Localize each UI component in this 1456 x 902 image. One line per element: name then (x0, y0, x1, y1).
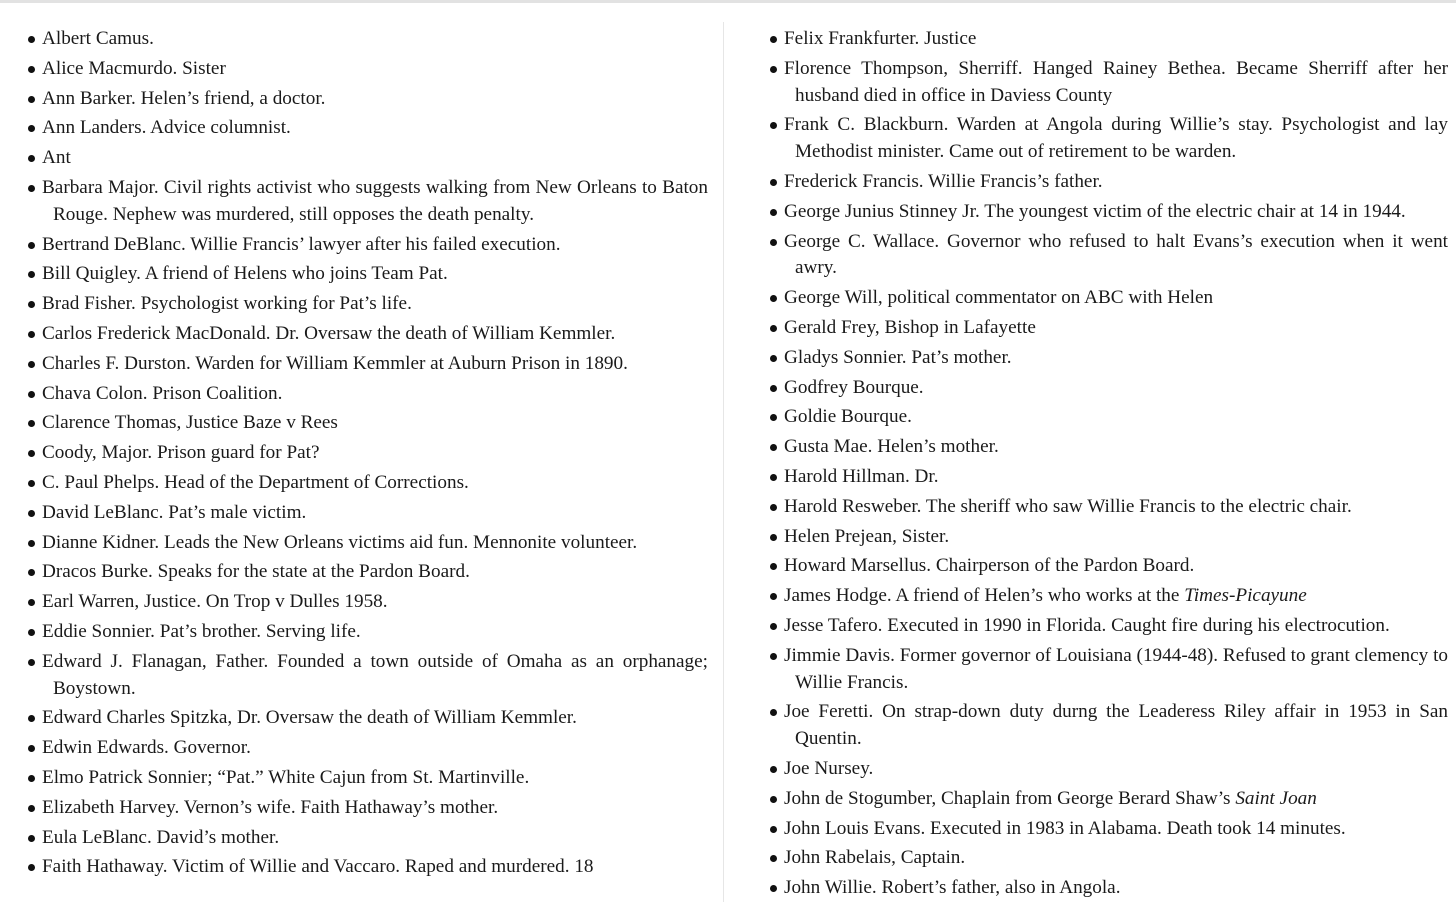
bullet-icon (28, 864, 35, 871)
list-item (28, 232, 708, 259)
list-item-text: Brad Fisher. Psychologist working for Pat’s life. (42, 293, 412, 315)
list-item (28, 175, 708, 229)
bullet-icon (770, 504, 777, 511)
list-item-text: Earl Warren, Justice. On Trop v Dulles 1958. (42, 591, 388, 613)
list-item-text: Felix Frankfurter. Justice (784, 28, 977, 49)
list-item-text: Joe Feretti. On strap-down duty durng the Leaderess Riley affair in 1953 in San Quentin. (784, 701, 1448, 750)
list-item (770, 434, 1448, 461)
bullet-icon (770, 385, 777, 392)
list-item-text (784, 786, 1448, 813)
list-item-text: Coody, Major. Prison guard for Pat? (42, 442, 320, 464)
list-item-text-main: James Hodge. A friend of Helen’s who works at the (784, 585, 1185, 607)
list-item-text: Elizabeth Harvey. Vernon’s wife. Faith Hathaway’s mother. (42, 796, 499, 818)
bullet-icon (28, 420, 35, 427)
list-item-text: John Louis Evans. Executed in 1983 in Alabama. Death took 14 minutes. (784, 817, 1346, 839)
bullet-icon (770, 36, 777, 43)
list-item-text: C. Paul Phelps. Head of the Department of Corrections. (42, 471, 469, 493)
list-item (28, 649, 708, 703)
bullet-icon (28, 629, 35, 636)
list-item-text: Edward J. Flanagan, Father. Founded a town outside of Omaha as an orphanage; Boystown. (42, 650, 708, 699)
list-item (28, 470, 708, 497)
list-item-text: Carlos Frederick MacDonald. Dr. Oversaw the death of William Kemmler. (42, 322, 616, 344)
list-item-text: Albert Camus. (42, 28, 154, 49)
bullet-icon (28, 125, 35, 132)
list-item (770, 524, 1448, 551)
list-item-text: Charles F. Durston. Warden for William Kemmler at Auburn Prison in 1890. (42, 352, 628, 374)
bullet-icon (770, 414, 777, 421)
bullet-icon (770, 709, 777, 716)
list-item-text: Gusta Mae. Helen’s mother. (784, 436, 999, 458)
list-item-text: Dianne Kidner. Leads the New Orleans victims aid fun. Mennonite volunteer. (42, 531, 638, 553)
list-item (28, 145, 708, 172)
bullet-icon (770, 623, 777, 630)
bullet-icon (28, 540, 35, 547)
list-item (770, 816, 1448, 843)
list-item-text: Eula LeBlanc. David’s mother. (42, 826, 280, 848)
bullet-icon (770, 826, 777, 833)
play-title: Saint Joan (1235, 787, 1317, 809)
list-item-text: Jesse Tafero. Executed in 1990 in Florida. Caught fire during his electrocution. (784, 614, 1390, 636)
list-item-text: Harold Hillman. Dr. (784, 465, 939, 487)
list-item-text: Ann Landers. Advice columnist. (42, 117, 291, 139)
list-item (770, 375, 1448, 402)
left-column-list (28, 26, 708, 884)
list-item (28, 795, 708, 822)
bullet-icon (770, 593, 777, 600)
bullet-icon (28, 185, 35, 192)
list-item-text: Bertrand DeBlanc. Willie Francis’ lawyer after his failed execution. (42, 233, 561, 255)
list-item (28, 56, 708, 83)
list-item (28, 619, 708, 646)
bullet-icon (28, 242, 35, 249)
list-item-text: Harold Resweber. The sheriff who saw Willie Francis to the electric chair. (784, 495, 1352, 517)
top-rule (0, 0, 1456, 3)
list-item (28, 410, 708, 437)
list-item (770, 26, 1448, 53)
bullet-icon (770, 796, 777, 803)
list-item (28, 765, 708, 792)
bullet-icon (28, 775, 35, 782)
bullet-icon (770, 444, 777, 451)
list-item (770, 643, 1448, 697)
list-item (28, 705, 708, 732)
list-item-text: Gerald Frey, Bishop in Lafayette (784, 316, 1036, 338)
list-item-text: Alice Macmurdo. Sister (42, 57, 226, 79)
list-item (28, 115, 708, 142)
bullet-icon (28, 569, 35, 576)
bullet-icon (28, 155, 35, 162)
list-item (28, 351, 708, 378)
list-item-text: John Willie. Robert’s father, also in Angola. (784, 877, 1121, 899)
list-item (770, 169, 1448, 196)
list-item (770, 875, 1448, 902)
bullet-icon (28, 599, 35, 606)
list-item (28, 26, 708, 53)
list-item-text: George C. Wallace. Governor who refused to halt Evans’s execution when it went awry. (784, 230, 1448, 279)
list-item (770, 613, 1448, 640)
list-item (28, 854, 708, 881)
bullet-icon (28, 331, 35, 338)
bullet-icon (28, 715, 35, 722)
bullet-icon (770, 179, 777, 186)
list-item-text: Helen Prejean, Sister. (784, 525, 950, 547)
bullet-icon (770, 66, 777, 73)
list-item-text: Joe Nursey. (784, 757, 874, 779)
list-item-text: Barbara Major. Civil rights activist who suggests walking from New Orleans to Baton Rouge. Nephew was murdered, still opposes the death penalty. (42, 176, 708, 225)
bullet-icon (770, 885, 777, 892)
list-item-text: Dracos Burke. Speaks for the state at the Pardon Board. (42, 561, 470, 583)
list-item (28, 291, 708, 318)
list-item-text: Clarence Thomas, Justice Baze v Rees (42, 412, 338, 434)
list-item (28, 530, 708, 557)
list-item-text: Goldie Bourque. (784, 406, 912, 428)
list-item-text: Godfrey Bourque. (784, 376, 924, 398)
newspaper-title: Times-Picayune (1184, 585, 1307, 607)
bullet-icon (770, 295, 777, 302)
bullet-icon (770, 474, 777, 481)
list-item (770, 464, 1448, 491)
list-item (28, 321, 708, 348)
list-item (28, 735, 708, 762)
list-item-text: Gladys Sonnier. Pat’s mother. (784, 346, 1012, 368)
list-item (28, 381, 708, 408)
list-item (28, 261, 708, 288)
bullet-icon (770, 325, 777, 332)
list-item-text: Elmo Patrick Sonnier; “Pat.” White Cajun from St. Martinville. (42, 766, 530, 788)
list-item (770, 345, 1448, 372)
bullet-icon (770, 209, 777, 216)
bullet-icon (28, 805, 35, 812)
list-item-text: Howard Marsellus. Chairperson of the Pardon Board. (784, 555, 1195, 577)
list-item (770, 112, 1448, 166)
list-item-text: Florence Thompson, Sherriff. Hanged Rainey Bethea. Became Sherriff after her husband died in office in Daviess County (784, 57, 1448, 106)
list-item (28, 86, 708, 113)
list-item-text: Frank C. Blackburn. Warden at Angola during Willie’s stay. Psychologist and lay Methodist minister. Came out of retirement to be warden. (784, 114, 1448, 163)
bullet-icon (28, 835, 35, 842)
list-item (770, 494, 1448, 521)
bullet-icon (28, 391, 35, 398)
list-item (770, 756, 1448, 783)
list-item (770, 404, 1448, 431)
bullet-icon (28, 361, 35, 368)
bullet-icon (28, 659, 35, 666)
list-item (770, 583, 1448, 610)
bullet-icon (770, 239, 777, 246)
list-item-text: Ant (42, 147, 71, 169)
bullet-icon (28, 96, 35, 103)
list-item-text (784, 583, 1448, 610)
list-item-text: Faith Hathaway. Victim of Willie and Vaccaro. Raped and murdered. 18 (42, 856, 594, 878)
bullet-icon (770, 563, 777, 570)
bullet-icon (770, 355, 777, 362)
list-item (770, 199, 1448, 226)
bullet-icon (28, 450, 35, 457)
list-item (770, 315, 1448, 342)
list-item (770, 229, 1448, 283)
column-divider (723, 22, 724, 902)
list-item-text: Edwin Edwards. Governor. (42, 737, 251, 759)
bullet-icon (770, 766, 777, 773)
list-item-text-main: John de Stogumber, Chaplain from George Berard Shaw’s (784, 787, 1236, 809)
list-item (770, 553, 1448, 580)
list-item-text: Edward Charles Spitzka, Dr. Oversaw the death of William Kemmler. (42, 707, 577, 729)
list-item-text: David LeBlanc. Pat’s male victim. (42, 501, 307, 523)
list-item (770, 56, 1448, 110)
bullet-icon (28, 510, 35, 517)
bullet-icon (28, 301, 35, 308)
list-item-text: Eddie Sonnier. Pat’s brother. Serving life. (42, 620, 361, 642)
list-item-text: John Rabelais, Captain. (784, 847, 966, 869)
bullet-icon (28, 271, 35, 278)
list-item-text: Chava Colon. Prison Coalition. (42, 382, 283, 404)
list-item (770, 699, 1448, 753)
list-item-text: Jimmie Davis. Former governor of Louisiana (1944-48). Refused to grant clemency to Willie Francis. (784, 644, 1448, 693)
list-item (28, 589, 708, 616)
bullet-icon (770, 534, 777, 541)
bullet-icon (28, 480, 35, 487)
list-item-text: Frederick Francis. Willie Francis’s father. (784, 170, 1103, 192)
bullet-icon (770, 122, 777, 129)
bullet-icon (770, 653, 777, 660)
right-column-list (770, 26, 1448, 902)
bullet-icon (28, 745, 35, 752)
bullet-icon (28, 36, 35, 43)
list-item (28, 559, 708, 586)
list-item (28, 440, 708, 467)
list-item-text: Bill Quigley. A friend of Helens who joins Team Pat. (42, 263, 448, 285)
list-item-text: George Junius Stinney Jr. The youngest victim of the electric chair at 14 in 1944. (784, 200, 1406, 222)
list-item-text: George Will, political commentator on ABC with Helen (784, 287, 1214, 309)
list-item (770, 786, 1448, 813)
list-item (770, 845, 1448, 872)
list-item-text: Ann Barker. Helen’s friend, a doctor. (42, 87, 326, 109)
list-item (28, 825, 708, 852)
list-item (28, 500, 708, 527)
list-item (770, 285, 1448, 312)
bullet-icon (770, 855, 777, 862)
bullet-icon (28, 66, 35, 73)
